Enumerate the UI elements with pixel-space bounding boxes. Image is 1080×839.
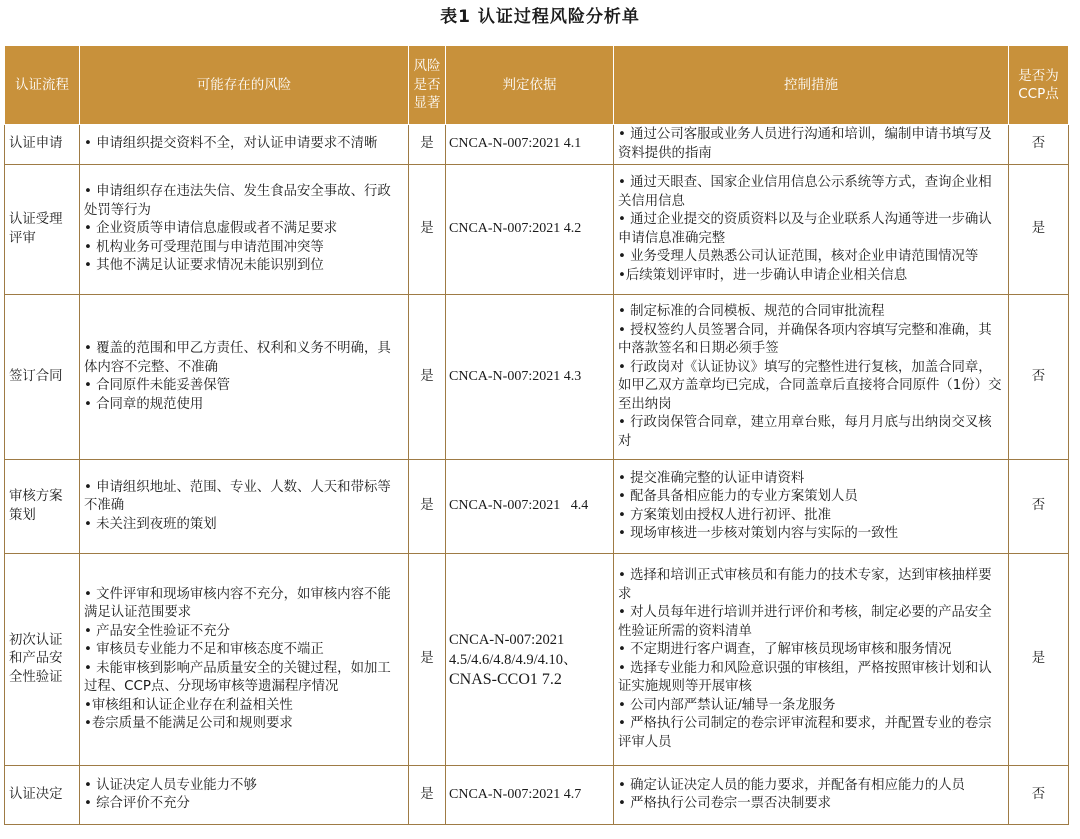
control-item: • 现场审核进一步核对策划内容与实际的一致性 <box>618 526 898 541</box>
control-item: • 严格执行公司卷宗一票否决制要求 <box>618 796 832 811</box>
table-title: 表1 认证过程风险分析单 <box>440 7 640 27</box>
header-risk: 可能存在的风险 <box>80 46 409 125</box>
basis-cell: CNCA-N-007:2021 4.2 <box>446 165 614 295</box>
significant-cell: 是 <box>409 460 446 554</box>
risk-cell <box>80 125 409 165</box>
table-row <box>5 295 1069 460</box>
control-cell <box>614 554 1009 766</box>
control-cell <box>614 766 1009 825</box>
process-cell: 认证申请 <box>5 125 80 165</box>
control-item: • 公司内部严禁认证/辅导一条龙服务 <box>618 697 836 713</box>
header-row <box>5 46 1069 125</box>
control-item: • 通过天眼查、国家企业信用信息公示系统等方式，查询企业相关信用信息 <box>618 175 992 209</box>
risk-cell <box>80 554 409 766</box>
ccp-cell: 否 <box>1009 460 1069 554</box>
risk-item: •卷宗质量不能满足公司和规则要求 <box>84 716 293 731</box>
basis-line: CNAS-CCO1 7.2 <box>449 670 562 688</box>
control-cell <box>614 295 1009 460</box>
risk-item: • 未能审核到影响产品质量安全的关键过程，如加工过程、CCP点、分现场审核等遗漏程序情况 <box>84 660 391 694</box>
risk-cell <box>80 766 409 825</box>
control-item: • 配备具备相应能力的专业方案策划人员 <box>618 489 858 504</box>
table-row <box>5 460 1069 554</box>
risk-item: • 申请组织存在违法失信、发生食品安全事故、行政处罚等行为 <box>84 184 391 218</box>
risk-item: • 产品安全性验证不充分 <box>84 623 231 639</box>
risk-cell <box>80 460 409 554</box>
risk-item: • 未关注到夜班的策划 <box>84 516 217 532</box>
control-item: • 提交准确完整的认证申请资料 <box>618 470 805 486</box>
control-item: • 对人员每年进行培训并进行评价和考核，制定必要的产品安全性验证所需的资料清单 <box>618 605 992 639</box>
control-item: • 选择和培训正式审核员和有能力的技术专家，达到审核抽样要求 <box>618 568 992 602</box>
process-cell: 认证决定 <box>5 766 80 825</box>
basis-cell: CNCA-N-007:2021 4.4 <box>446 460 614 554</box>
risk-item: • 文件评审和现场审核内容不充分，如审核内容不能满足认证范围要求 <box>84 586 391 620</box>
significant-cell: 是 <box>409 165 446 295</box>
risk-item: • 综合评价不充分 <box>84 796 190 811</box>
header-significant: 风险是否显著 <box>409 46 446 125</box>
ccp-cell: 否 <box>1009 125 1069 165</box>
control-cell <box>614 125 1009 165</box>
control-item: •后续策划评审时，进一步确认申请企业相关信息 <box>618 267 908 283</box>
process-cell: 签订合同 <box>5 295 80 460</box>
control-item: • 方案策划由授权人进行初评、批准 <box>618 507 832 523</box>
basis-cell: CNCA-N-007:2021 4.3 <box>446 295 614 460</box>
risk-item: • 申请组织提交资料不全，对认证申请要求不清晰 <box>84 136 378 152</box>
table-row <box>5 554 1069 766</box>
process-cell: 认证受理评审 <box>5 165 80 295</box>
risk-cell <box>80 165 409 295</box>
significant-cell: 是 <box>409 554 446 766</box>
risk-item: • 合同章的规范使用 <box>84 396 204 412</box>
control-item: • 通过公司客服或业务人员进行沟通和培训，编制申请书填写及资料提供的指南 <box>618 127 992 161</box>
control-item: • 不定期进行客户调查，了解审核员现场审核和服务情况 <box>618 642 952 657</box>
risk-item: •审核组和认证企业存在利益相关性 <box>84 697 293 713</box>
basis-cell <box>446 554 614 766</box>
risk-item: • 申请组织地址、范围、专业、人数、人天和带标等不准确 <box>84 479 391 514</box>
risk-item: • 认证决定人员专业能力不够 <box>84 777 257 793</box>
risk-item: • 机构业务可受理范围与申请范围冲突等 <box>84 239 324 255</box>
risk-item: • 合同原件未能妥善保管 <box>84 378 231 393</box>
control-item: • 严格执行公司制定的卷宗评审流程和要求，并配置专业的卷宗评审人员 <box>618 716 992 750</box>
basis-cell: CNCA-N-007:2021 4.7 <box>446 766 614 825</box>
control-item: • 业务受理人员熟悉公司认证范围，核对企业申请范围情况等 <box>618 249 979 264</box>
basis-line: 4.5/4.6/4.8/4.9/4.10、 <box>449 651 578 668</box>
control-item: • 授权签约人员签署合同，并确保各项内容填写完整和准确，其中落款签名和日期必须手签 <box>618 322 992 356</box>
table-row <box>5 766 1069 825</box>
header-control: 控制措施 <box>614 46 1009 125</box>
significant-cell: 是 <box>409 295 446 460</box>
risk-analysis-table <box>4 45 1069 825</box>
header-ccp: 是否为CCP点 <box>1009 46 1069 125</box>
risk-item: • 其他不满足认证要求情况未能识别到位 <box>84 258 324 274</box>
risk-item: • 企业资质等申请信息虚假或者不满足要求 <box>84 221 338 237</box>
ccp-cell: 否 <box>1009 766 1069 825</box>
control-item: • 选择专业能力和风险意识强的审核组，严格按照审核计划和认证实施规则等开展审核 <box>618 660 992 694</box>
ccp-cell: 是 <box>1009 554 1069 766</box>
control-item: • 确定认证决定人员的能力要求，并配备有相应能力的人员 <box>618 777 965 793</box>
basis-line: CNCA-N-007:2021 <box>449 631 565 648</box>
process-cell: 审核方案策划 <box>5 460 80 554</box>
risk-item: • 覆盖的范围和甲乙方责任、权利和义务不明确，具体内容不完整、不准确 <box>84 341 391 375</box>
risk-item: • 审核员专业能力不足和审核态度不端正 <box>84 642 324 657</box>
ccp-cell: 是 <box>1009 165 1069 295</box>
basis-cell: CNCA-N-007:2021 4.1 <box>446 125 614 165</box>
header-process: 认证流程 <box>5 46 80 125</box>
table-row <box>5 125 1069 165</box>
process-cell: 初次认证和产品安全性验证 <box>5 554 80 766</box>
header-basis: 判定依据 <box>446 46 614 125</box>
risk-cell <box>80 295 409 460</box>
control-cell <box>614 460 1009 554</box>
control-cell <box>614 165 1009 295</box>
control-item: • 制定标准的合同模板、规范的合同审批流程 <box>618 304 885 319</box>
significant-cell: 是 <box>409 125 446 165</box>
control-item: • 通过企业提交的资质资料以及与企业联系人沟通等进一步确认申请信息准确完整 <box>618 212 992 246</box>
table-row <box>5 165 1069 295</box>
significant-cell: 是 <box>409 766 446 825</box>
ccp-cell: 否 <box>1009 295 1069 460</box>
control-item: • 行政岗保管合同章，建立用章台账，每月月底与出纳岗交叉核对 <box>618 415 992 449</box>
control-item: • 行政岗对《认证协议》填写的完整性进行复核，加盖合同章，如甲乙双方盖章均已完成，合同盖章后直接将合同原件（1份）交至出纳岗 <box>618 359 1002 412</box>
